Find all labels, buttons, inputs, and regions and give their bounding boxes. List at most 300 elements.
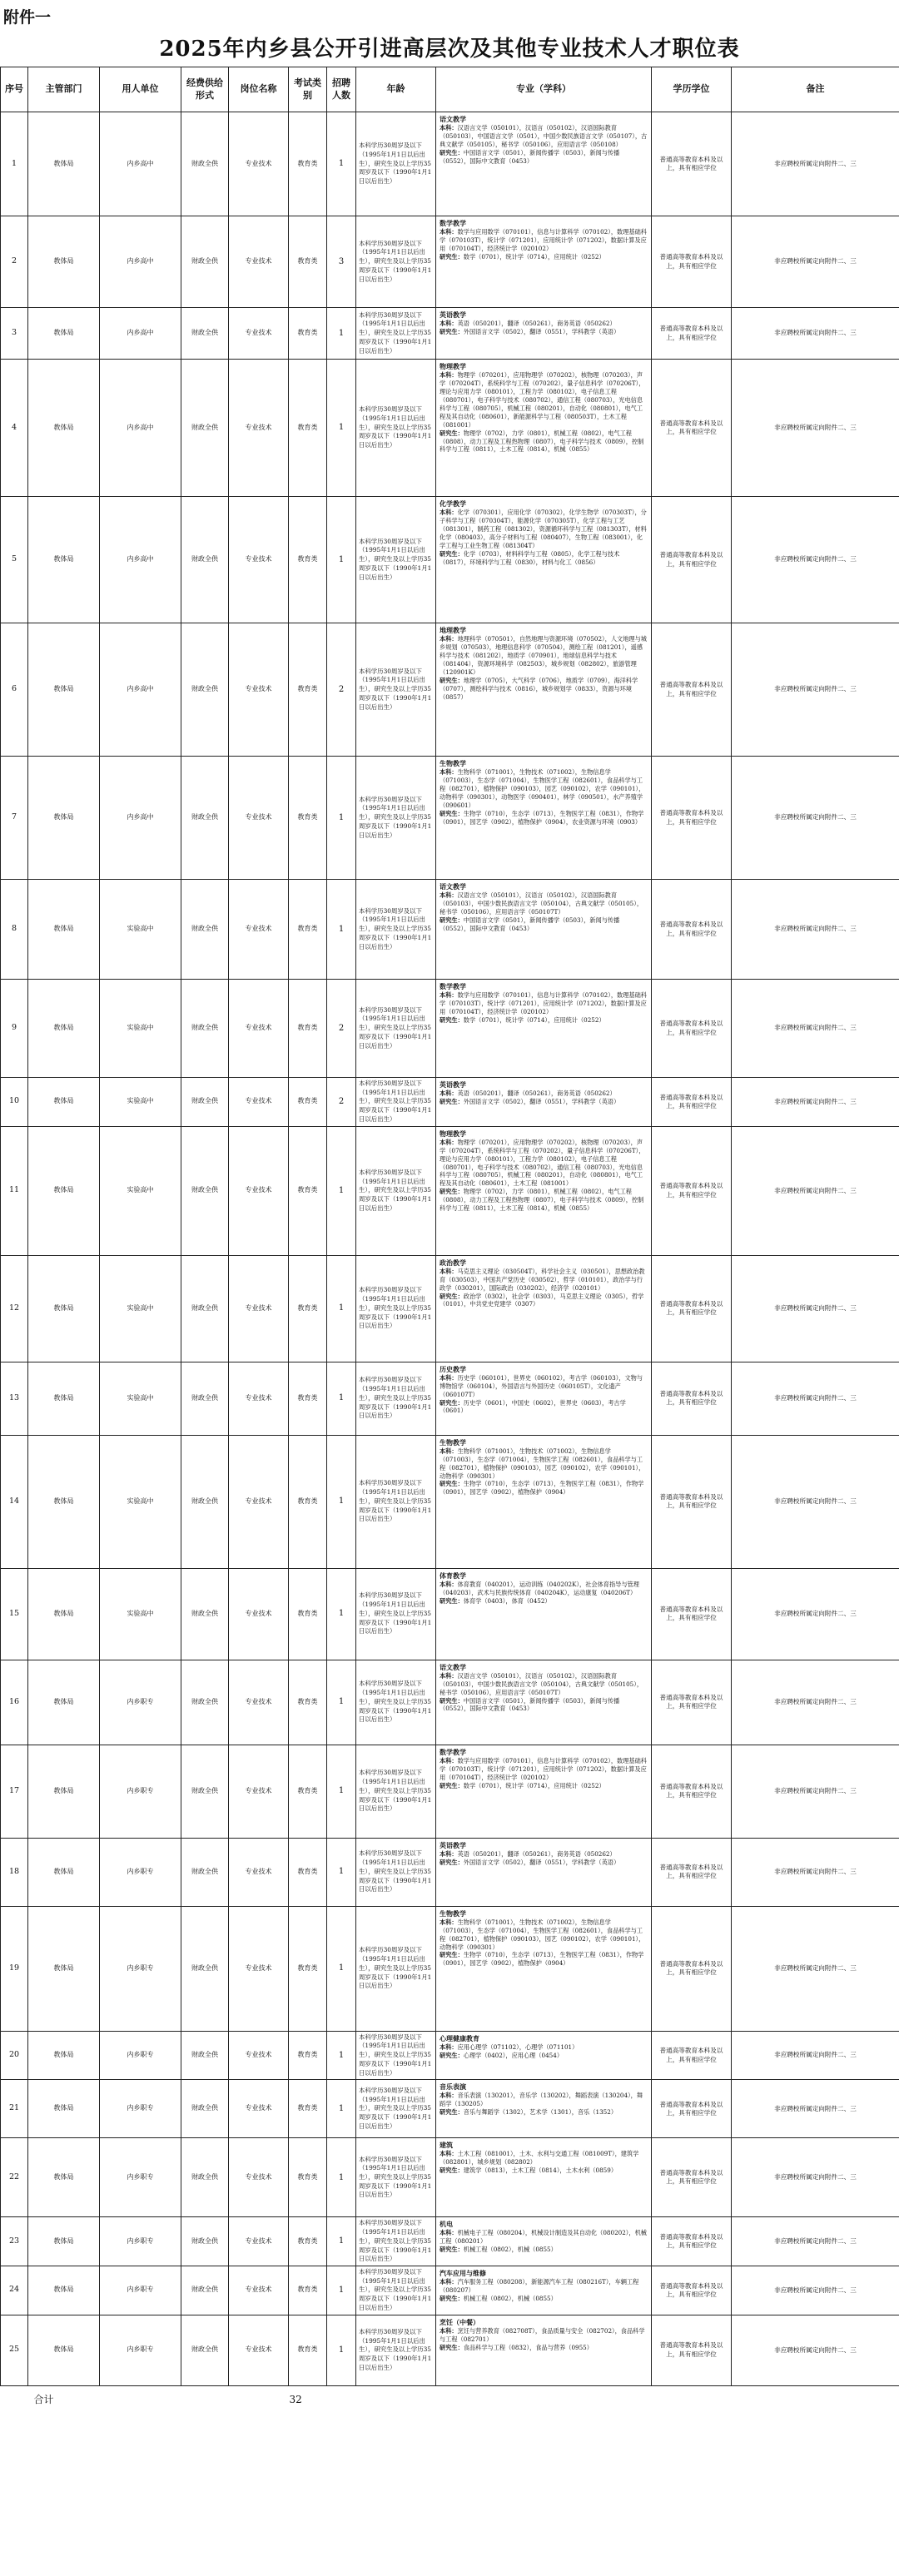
unit-cell: 内乡高中 — [100, 308, 181, 360]
postgrad-majors: 中国语言文学（0501），新闻传播学（0503），新闻与传播（0552），国际中文教育（0453） — [440, 1696, 620, 1713]
education-cell: 普通高等教育本科及以上，具有相应学位 — [652, 1078, 732, 1127]
count-cell: 1 — [327, 880, 356, 980]
row-number: 13 — [1, 1362, 28, 1435]
age-cell: 本科学历30周岁及以下（1995年1月1日以后出生），研究生及以上学历35周岁及以下（1990年1月1日以后出生） — [356, 757, 436, 880]
fund-cell: 财政全供 — [181, 1745, 229, 1838]
major-cell: 英语教学 本科：英语（050201），翻译（050261），商务英语（050262） 研究生：外国语言文学（0502），翻译（0551），学科教学（英语） — [436, 308, 652, 360]
major-heading: 英语教学 — [440, 1080, 466, 1089]
age-cell: 本科学历30周岁及以下（1995年1月1日以后出生），研究生及以上学历35周岁及以下（1990年1月1日以后出生） — [356, 1126, 436, 1255]
count-cell: 1 — [327, 1362, 356, 1435]
major-cell: 机电 本科：机械电子工程（080204），机械设计制造及其自动化（080202），机械工程（080201） 研究生：机械工程（0802），机械（0855） — [436, 2217, 652, 2266]
dept-cell: 教体局 — [28, 1126, 100, 1255]
major-heading: 英语教学 — [440, 310, 466, 319]
age-cell: 本科学历30周岁及以下（1995年1月1日以后出生），研究生及以上学历35周岁及以下（1990年1月1日以后出生） — [356, 623, 436, 757]
exam-cell: 教育类 — [289, 1078, 327, 1127]
unit-cell: 内乡职专 — [100, 1906, 181, 2031]
exam-cell: 教育类 — [289, 2315, 327, 2385]
major-cell: 英语教学 本科：英语（050201），翻译（050261），商务英语（050262） 研究生：外国语言文学（0502），翻译（0551），学科教学（英语） — [436, 1078, 652, 1127]
row-number: 22 — [1, 2138, 28, 2217]
postgrad-majors: 数学（0701），统计学（0714），应用统计（0252） — [463, 1015, 605, 1024]
post-cell: 专业技术 — [229, 2266, 289, 2315]
age-cell: 本科学历30周岁及以下（1995年1月1日以后出生），研究生及以上学历35周岁及以下（1990年1月1日以后出生） — [356, 1255, 436, 1362]
table-row — [1, 2217, 899, 2266]
dept-cell: 教体局 — [28, 757, 100, 880]
table-row — [1, 980, 899, 1078]
postgrad-majors: 中国语言文学（0501），新闻传播学（0503），新闻与传播（0552），国际中文教育（0453） — [440, 916, 620, 932]
undergrad-majors: 英语（050201），翻译（050261），商务英语（050262） — [457, 1089, 616, 1098]
count-cell: 1 — [327, 308, 356, 360]
unit-cell: 内乡高中 — [100, 112, 181, 216]
remark-cell: 非应聘校所属定向附件二、三 — [732, 1838, 899, 1906]
fund-cell: 财政全供 — [181, 216, 229, 308]
column-header: 用人单位 — [100, 67, 181, 112]
major-heading: 语文教学 — [440, 115, 466, 123]
remark-cell: 非应聘校所属定向附件二、三 — [732, 1435, 899, 1568]
undergrad-majors: 地理科学（070501），自然地理与资源环境（070502），人文地理与城乡规划（070503），地理信息科学（070504），测绘工程（081201），遥感科学与技术（081202），地质学（070901），地球信息科学与技术（081404），资源环境科学（082503），城乡规划（082802），旅游管理（120901K） — [440, 635, 647, 676]
table-row — [1, 757, 899, 880]
major-heading: 数学教学 — [440, 219, 466, 227]
postgrad-majors: 生物学（0710），生态学（0713），生物医学工程（0831），作物学（0901），园艺学（0902），植物保护（0904） — [440, 1480, 644, 1496]
exam-cell: 教育类 — [289, 2266, 327, 2315]
postgrad-majors: 数学（0701），统计学（0714），应用统计（0252） — [463, 252, 605, 261]
post-cell: 专业技术 — [229, 623, 289, 757]
major-cell: 汽车应用与维修 本科：汽车服务工程（080208），新能源汽车工程（080216T），车辆工程（080207） 研究生：机械工程（0802），机械（0855） — [436, 2266, 652, 2315]
post-cell: 专业技术 — [229, 880, 289, 980]
postgrad-majors: 外国语言文学（0502），翻译（0551），学科教学（英语） — [463, 1858, 620, 1866]
post-cell: 专业技术 — [229, 2217, 289, 2266]
undergrad-majors: 英语（050201），翻译（050261），商务英语（050262） — [457, 1849, 616, 1858]
remark-cell: 非应聘校所属定向附件二、三 — [732, 1660, 899, 1745]
education-cell: 普通高等教育本科及以上，具有相应学位 — [652, 1660, 732, 1745]
remark-cell: 非应聘校所属定向附件二、三 — [732, 1745, 899, 1838]
remark-cell: 非应聘校所属定向附件二、三 — [732, 112, 899, 216]
major-cell: 数学教学 本科：数学与应用数学（070101），信息与计算科学（070102），数理基础科学（070103T），统计学（071201），应用统计学（071202），数据计算及应用（070104T），经济统计学（020102） 研究生：数学（0701），统计学（0714），应用统计（0252） — [436, 980, 652, 1078]
major-cell: 生物教学 本科：生物科学（071001），生物技术（071002），生物信息学（071003），生态学（071004），生物医学工程（082601），食品科学与工程（082701），植物保护（090103），园艺（090102），农学（090101），动物科学（090301） 研究生：生物学（0710），生态学（0713），生物医学工程（0831），作物学（0901），园艺学（0902），植物保护（0904） — [436, 1906, 652, 2031]
row-number: 18 — [1, 1838, 28, 1906]
postgrad-majors: 中国语言文学（0501），新闻传播学（0503），新闻与传播（0552），国际中文教育（0453） — [440, 148, 620, 165]
age-cell: 本科学历30周岁及以下（1995年1月1日以后出生），研究生及以上学历35周岁及以下（1990年1月1日以后出生） — [356, 360, 436, 497]
age-cell: 本科学历30周岁及以下（1995年1月1日以后出生），研究生及以上学历35周岁及以下（1990年1月1日以后出生） — [356, 880, 436, 980]
row-number: 1 — [1, 112, 28, 216]
major-heading: 机电 — [440, 2220, 453, 2229]
postgrad-majors: 物理学（0702），力学（0801），机械工程（0802），电气工程（0808），动力工程及工程热物理（0807），电子科学与技术（0809），控制科学与工程（0811），土木工程（0814），机械（0855） — [440, 429, 644, 454]
undergrad-majors: 历史学（060101），世界史（060102），考古学（060103），文物与博物馆学（060104），外国语言与外国历史（060105T），文化遗产（060107T） — [440, 1373, 643, 1398]
count-cell: 1 — [327, 2217, 356, 2266]
table-row — [1, 1362, 899, 1435]
unit-cell: 实验高中 — [100, 1568, 181, 1660]
undergrad-majors: 物理学（070201），应用物理学（070202），核物理（070203），声学（070204T），系统科学与工程（070202），量子信息科学（070206T），理论与应用力学（080101），工程力学（080102），电子信息工程（080701），电子科学与技术（080702），通信工程（080703），光电信息科学与工程（080705），机械工程（080201），自动化（080801），电气工程及其自动化（080601），新能源科学与工程（080503T），土木工程（081001） — [440, 371, 645, 429]
education-cell: 普通高等教育本科及以上，具有相应学位 — [652, 2080, 732, 2138]
major-cell: 化学教学 本科：化学（070301），应用化学（070302），化学生物学（070303T），分子科学与工程（070304T），能源化学（070305T），化学工程与工艺（081301），制药工程（081302），资源循环科学与工程（081303T），材料化学（080403），高分子材料与工程（080407），生物工程（083001），化学工程与工业生物工程（081304T） 研究生：化学（0703），材料科学与工程（0805），化学工程与技术（0817），环境科学与工程（0830），材料与化工（0856） — [436, 497, 652, 623]
undergrad-majors: 数学与应用数学（070101），信息与计算科学（070102），数理基础科学（070103T），统计学（071201），应用统计学（071202），数据计算及应用（070104T），经济统计学（020102） — [440, 228, 647, 252]
fund-cell: 财政全供 — [181, 2138, 229, 2217]
age-cell: 本科学历30周岁及以下（1995年1月1日以后出生），研究生及以上学历35周岁及以下（1990年1月1日以后出生） — [356, 497, 436, 623]
education-cell: 普通高等教育本科及以上，具有相应学位 — [652, 1745, 732, 1838]
column-header: 备注 — [732, 67, 899, 112]
dept-cell: 教体局 — [28, 1906, 100, 2031]
table-row — [1, 112, 899, 216]
count-cell: 1 — [327, 1660, 356, 1745]
page-title: 2025年内乡县公开引进高层次及其他专业技术人才职位表 — [159, 37, 740, 62]
post-cell: 专业技术 — [229, 1660, 289, 1745]
age-cell: 本科学历30周岁及以下（1995年1月1日以后出生），研究生及以上学历35周岁及以下（1990年1月1日以后出生） — [356, 1435, 436, 1568]
post-cell: 专业技术 — [229, 112, 289, 216]
table-row — [1, 1660, 899, 1745]
fund-cell: 财政全供 — [181, 880, 229, 980]
unit-cell: 实验高中 — [100, 1255, 181, 1362]
count-cell: 2 — [327, 1078, 356, 1127]
education-cell: 普通高等教育本科及以上，具有相应学位 — [652, 216, 732, 308]
row-number: 2 — [1, 216, 28, 308]
major-heading: 心理健康教育 — [440, 2033, 479, 2042]
count-cell: 1 — [327, 1745, 356, 1838]
exam-cell: 教育类 — [289, 880, 327, 980]
remark-cell: 非应聘校所属定向附件二、三 — [732, 1362, 899, 1435]
count-cell: 1 — [327, 2138, 356, 2217]
post-cell: 专业技术 — [229, 497, 289, 623]
undergrad-majors: 化学（070301），应用化学（070302），化学生物学（070303T），分子科学与工程（070304T），能源化学（070305T），化学工程与工艺（081301），制药工程（081302），资源循环科学与工程（081303T），材料化学（080403），高分子材料与工程（080407），生物工程（083001），化学工程与工业生物工程（081304T） — [440, 509, 647, 549]
dept-cell: 教体局 — [28, 1838, 100, 1906]
count-cell: 1 — [327, 1126, 356, 1255]
table-row — [1, 623, 899, 757]
total-label: 合计 — [33, 2394, 54, 2406]
education-cell: 普通高等教育本科及以上，具有相应学位 — [652, 2266, 732, 2315]
table-row — [1, 497, 899, 623]
post-cell: 专业技术 — [229, 2031, 289, 2080]
row-number: 6 — [1, 623, 28, 757]
post-cell: 专业技术 — [229, 1126, 289, 1255]
dept-cell: 教体局 — [28, 216, 100, 308]
dept-cell: 教体局 — [28, 2217, 100, 2266]
count-cell: 1 — [327, 1568, 356, 1660]
remark-cell: 非应聘校所属定向附件二、三 — [732, 2080, 899, 2138]
major-heading: 物理教学 — [440, 1129, 466, 1138]
dept-cell: 教体局 — [28, 980, 100, 1078]
post-cell: 专业技术 — [229, 360, 289, 497]
age-cell: 本科学历30周岁及以下（1995年1月1日以后出生），研究生及以上学历35周岁及以下（1990年1月1日以后出生） — [356, 1660, 436, 1745]
postgrad-majors: 机械工程（0802），机械（0855） — [463, 2246, 557, 2254]
education-cell: 普通高等教育本科及以上，具有相应学位 — [652, 1362, 732, 1435]
undergrad-majors: 汉语言文学（050101），汉语言（050102），汉语国际教育（050103），中国少数民族语言文学（050104），古典文献学（050105），秘书学（050106），应用语言学（050107T） — [440, 1671, 643, 1696]
post-cell: 专业技术 — [229, 308, 289, 360]
row-number: 14 — [1, 1435, 28, 1568]
major-cell: 物理教学 本科：物理学（070201），应用物理学（070202），核物理（070203），声学（070204T），系统科学与工程（070202），量子信息科学（070206T），理论与应用力学（080101），工程力学（080102），电子信息工程（080701），电子科学与技术（080702），通信工程（080703），光电信息科学与工程（080705），机械工程（080201），自动化（080801），电气工程及其自动化（080601），新能源科学与工程（080503T），土木工程（081001） 研究生：物理学（0702），力学（0801），机械工程（0802），电气工程（0808），动力工程及工程热物理（0807），电子科学与技术（0809），控制科学与工程（0811），土木工程（0814），机械（0855） — [436, 360, 652, 497]
major-cell: 数学教学 本科：数学与应用数学（070101），信息与计算科学（070102），数理基础科学（070103T），统计学（071201），应用统计学（071202），数据计算及应用（070104T），经济统计学（020102） 研究生：数学（0701），统计学（0714），应用统计（0252） — [436, 1745, 652, 1838]
count-cell: 1 — [327, 2315, 356, 2385]
exam-cell: 教育类 — [289, 360, 327, 497]
table-row — [1, 2031, 899, 2080]
unit-cell: 内乡职专 — [100, 1660, 181, 1745]
remark-cell: 非应聘校所属定向附件二、三 — [732, 623, 899, 757]
undergrad-majors: 土木工程（081001），土木、水利与交通工程（081009T），建筑学（082801），城乡规划（082802） — [440, 2150, 639, 2167]
major-heading: 物理教学 — [440, 362, 466, 370]
fund-cell: 财政全供 — [181, 2266, 229, 2315]
post-cell: 专业技术 — [229, 1906, 289, 2031]
table-row — [1, 1078, 899, 1127]
age-cell: 本科学历30周岁及以下（1995年1月1日以后出生），研究生及以上学历35周岁及以下（1990年1月1日以后出生） — [356, 1362, 436, 1435]
remark-cell: 非应聘校所属定向附件二、三 — [732, 1255, 899, 1362]
row-number: 23 — [1, 2217, 28, 2266]
table-row — [1, 1745, 899, 1838]
postgrad-majors: 外国语言文学（0502），翻译（0551），学科教学（英语） — [463, 1097, 620, 1105]
row-number: 4 — [1, 360, 28, 497]
undergrad-majors: 物理学（070201），应用物理学（070202），核物理（070203），声学（070204T），系统科学与工程（070202），量子信息科学（070206T），理论与应用力学（080101），工程力学（080102），电子信息工程（080701），电子科学与技术（080702），通信工程（080703），光电信息科学与工程（080705），机械工程（080201），自动化（080801），电气工程及其自动化（080601），土木工程（081001） — [440, 1138, 645, 1188]
undergrad-majors: 烹饪与营养教育（082708T），食品质量与安全（082702），食品科学与工程（082701） — [440, 2326, 645, 2343]
postgrad-majors: 体育学（0403），体育（0452） — [463, 1596, 551, 1605]
row-number: 15 — [1, 1568, 28, 1660]
dept-cell: 教体局 — [28, 2138, 100, 2217]
undergrad-majors: 生物科学（071001），生物技术（071002），生物信息学（071003），生态学（071004），生物医学工程（082601），食品科学与工程（082701），植物保护（090103），园艺（090102），农学（090101），动物科学（090301），动物医学（090401），林学（090501），水产养殖学（090601） — [440, 768, 645, 809]
major-cell: 英语教学 本科：英语（050201），翻译（050261），商务英语（050262） 研究生：外国语言文学（0502），翻译（0551），学科教学（英语） — [436, 1838, 652, 1906]
exam-cell: 教育类 — [289, 1838, 327, 1906]
row-number: 11 — [1, 1126, 28, 1255]
row-number: 24 — [1, 2266, 28, 2315]
post-cell: 专业技术 — [229, 1078, 289, 1127]
column-header: 年龄 — [356, 67, 436, 112]
dept-cell: 教体局 — [28, 360, 100, 497]
major-heading: 政治教学 — [440, 1258, 466, 1267]
postgrad-majors: 生物学（0710），生态学（0713），生物医学工程（0831），作物学（0901），园艺学（0902），植物保护（0904） — [440, 1951, 644, 1968]
age-cell: 本科学历30周岁及以下（1995年1月1日以后出生），研究生及以上学历35周岁及以下（1990年1月1日以后出生） — [356, 980, 436, 1078]
column-header: 主管部门 — [28, 67, 100, 112]
education-cell: 普通高等教育本科及以上，具有相应学位 — [652, 1435, 732, 1568]
education-cell: 普通高等教育本科及以上，具有相应学位 — [652, 1906, 732, 2031]
dept-cell: 教体局 — [28, 1435, 100, 1568]
major-heading: 地理教学 — [440, 626, 466, 634]
major-cell: 烹饪（中餐） 本科：烹饪与营养教育（082708T），食品质量与安全（082702），食品科学与工程（082701） 研究生：食品科学与工程（0832），食品与营养（0955） — [436, 2315, 652, 2385]
fund-cell: 财政全供 — [181, 1078, 229, 1127]
row-number: 19 — [1, 1906, 28, 2031]
education-cell: 普通高等教育本科及以上，具有相应学位 — [652, 2315, 732, 2385]
fund-cell: 财政全供 — [181, 1435, 229, 1568]
count-cell: 1 — [327, 757, 356, 880]
exam-cell: 教育类 — [289, 1435, 327, 1568]
postgrad-majors: 政治学（0302），社会学（0303），马克思主义理论（0305），哲学（0101），中共党史党建学（0307） — [440, 1292, 644, 1308]
age-cell: 本科学历30周岁及以下（1995年1月1日以后出生），研究生及以上学历35周岁及以下（1990年1月1日以后出生） — [356, 1568, 436, 1660]
table-row — [1, 1906, 899, 2031]
education-cell: 普通高等教育本科及以上，具有相应学位 — [652, 1255, 732, 1362]
unit-cell: 实验高中 — [100, 880, 181, 980]
remark-cell: 非应聘校所属定向附件二、三 — [732, 497, 899, 623]
age-cell: 本科学历30周岁及以下（1995年1月1日以后出生），研究生及以上学历35周岁及以下（1990年1月1日以后出生） — [356, 2138, 436, 2217]
age-cell: 本科学历30周岁及以下（1995年1月1日以后出生），研究生及以上学历35周岁及以下（1990年1月1日以后出生） — [356, 2315, 436, 2385]
dept-cell: 教体局 — [28, 112, 100, 216]
row-number: 5 — [1, 497, 28, 623]
dept-cell: 教体局 — [28, 1362, 100, 1435]
unit-cell: 内乡职专 — [100, 2217, 181, 2266]
unit-cell: 实验高中 — [100, 1435, 181, 1568]
count-cell: 1 — [327, 2031, 356, 2080]
age-cell: 本科学历30周岁及以下（1995年1月1日以后出生），研究生及以上学历35周岁及以下（1990年1月1日以后出生） — [356, 1745, 436, 1838]
dept-cell: 教体局 — [28, 1568, 100, 1660]
fund-cell: 财政全供 — [181, 497, 229, 623]
count-cell: 1 — [327, 497, 356, 623]
education-cell: 普通高等教育本科及以上，具有相应学位 — [652, 2138, 732, 2217]
age-cell: 本科学历30周岁及以下（1995年1月1日以后出生），研究生及以上学历35周岁及以下（1990年1月1日以后出生） — [356, 1078, 436, 1127]
remark-cell: 非应聘校所属定向附件二、三 — [732, 360, 899, 497]
count-cell: 2 — [327, 980, 356, 1078]
table-row — [1, 360, 899, 497]
remark-cell: 非应聘校所属定向附件二、三 — [732, 2031, 899, 2080]
row-number: 3 — [1, 308, 28, 360]
fund-cell: 财政全供 — [181, 1838, 229, 1906]
postgrad-majors: 心理学（0402），应用心理（0454） — [463, 2051, 564, 2059]
unit-cell: 内乡职专 — [100, 2080, 181, 2138]
unit-cell: 内乡职专 — [100, 2315, 181, 2385]
remark-cell: 非应聘校所属定向附件二、三 — [732, 980, 899, 1078]
postgrad-majors: 物理学（0702），力学（0801），机械工程（0802），电气工程（0808），动力工程及工程热物理（0807），电子科学与技术（0809），控制科学与工程（0811），土木工程（0814），机械（0855） — [440, 1188, 644, 1213]
exam-cell: 教育类 — [289, 2080, 327, 2138]
exam-cell: 教育类 — [289, 1745, 327, 1838]
undergrad-majors: 机械电子工程（080204），机械设计制造及其自动化（080202），机械工程（080201） — [440, 2229, 647, 2246]
fund-cell: 财政全供 — [181, 757, 229, 880]
dept-cell: 教体局 — [28, 1660, 100, 1745]
undergrad-majors: 应用心理学（071102），心理学（071101） — [457, 2042, 579, 2051]
remark-cell: 非应聘校所属定向附件二、三 — [732, 757, 899, 880]
exam-cell: 教育类 — [289, 757, 327, 880]
postgrad-majors: 化学（0703），材料科学与工程（0805），化学工程与技术（0817），环境科学与工程（0830），材料与化工（0856） — [440, 549, 620, 566]
column-header: 岗位名称 — [229, 67, 289, 112]
table-row — [1, 2315, 899, 2385]
postgrad-majors: 地理学（0705），大气科学（0706），地质学（0709），海洋科学（0707），测绘科学与技术（0816），城乡规划学（0833），资源与环境（0857） — [440, 676, 638, 701]
fund-cell: 财政全供 — [181, 2315, 229, 2385]
unit-cell: 内乡高中 — [100, 216, 181, 308]
major-cell: 地理教学 本科：地理科学（070501），自然地理与资源环境（070502），人文地理与城乡规划（070503），地理信息科学（070504），测绘工程（081201），遥感科学与技术（081202），地质学（070901），地球信息科学与技术（081404），资源环境科学（082503），城乡规划（082802），旅游管理（120901K） 研究生：地理学（0705），大气科学（0706），地质学（0709），海洋科学（0707），测绘科学与技术（0816），城乡规划学（0833），资源与环境（0857） — [436, 623, 652, 757]
column-header: 序号 — [1, 67, 28, 112]
fund-cell: 财政全供 — [181, 112, 229, 216]
major-heading: 生物教学 — [440, 759, 466, 767]
row-number: 25 — [1, 2315, 28, 2385]
major-cell: 语文教学 本科：汉语言文学（050101），汉语言（050102），汉语国际教育（050103），中国少数民族语言文学（050104），古典文献学（050105），秘书学（050106），应用语言学（050107T） 研究生：中国语言文学（0501），新闻传播学（0503），新闻与传播（0552），国际中文教育（0453） — [436, 880, 652, 980]
dept-cell: 教体局 — [28, 2080, 100, 2138]
postgrad-majors: 外国语言文学（0502），翻译（0551），学科教学（英语） — [463, 327, 620, 335]
education-cell: 普通高等教育本科及以上，具有相应学位 — [652, 980, 732, 1078]
education-cell: 普通高等教育本科及以上，具有相应学位 — [652, 1568, 732, 1660]
age-cell: 本科学历30周岁及以下（1995年1月1日以后出生），研究生及以上学历35周岁及以下（1990年1月1日以后出生） — [356, 2217, 436, 2266]
fund-cell: 财政全供 — [181, 1362, 229, 1435]
exam-cell: 教育类 — [289, 1126, 327, 1255]
postgrad-majors: 音乐与舞蹈学（1302），艺术学（1301），音乐（1352） — [463, 2108, 618, 2117]
remark-cell: 非应聘校所属定向附件二、三 — [732, 216, 899, 308]
undergrad-majors: 汉语言文学（050101），汉语言（050102），汉语国际教育（050103），中国语言文学（0501），中国少数民族语言文学（050107），古典文献学（050105），秘书学（050106），应用语言学（050108） — [440, 124, 648, 148]
dept-cell: 教体局 — [28, 623, 100, 757]
post-cell: 专业技术 — [229, 1745, 289, 1838]
remark-cell: 非应聘校所属定向附件二、三 — [732, 1906, 899, 2031]
table-row — [1, 1255, 899, 1362]
row-number: 9 — [1, 980, 28, 1078]
table-row — [1, 1435, 899, 1568]
count-cell: 1 — [327, 2266, 356, 2315]
remark-cell: 非应聘校所属定向附件二、三 — [732, 1568, 899, 1660]
total-value: 32 — [289, 2394, 302, 2406]
post-cell: 专业技术 — [229, 757, 289, 880]
fund-cell: 财政全供 — [181, 1568, 229, 1660]
count-cell: 1 — [327, 112, 356, 216]
remark-cell: 非应聘校所属定向附件二、三 — [732, 308, 899, 360]
table-row — [1, 2138, 899, 2217]
postgrad-majors: 生物学（0710），生态学（0713），生物医学工程（0831），作物学（0901），园艺学（0902），植物保护（0904），农业资源与环境（0903） — [440, 809, 644, 826]
exam-cell: 教育类 — [289, 1568, 327, 1660]
fund-cell: 财政全供 — [181, 1126, 229, 1255]
education-cell: 普通高等教育本科及以上，具有相应学位 — [652, 308, 732, 360]
unit-cell: 内乡高中 — [100, 360, 181, 497]
education-cell: 普通高等教育本科及以上，具有相应学位 — [652, 1126, 732, 1255]
postgrad-majors: 建筑学（0813），土木工程（0814），土木水利（0859） — [463, 2167, 618, 2175]
undergrad-majors: 英语（050201），翻译（050261），商务英语（050262） — [457, 320, 616, 328]
post-cell: 专业技术 — [229, 1435, 289, 1568]
major-cell: 语文教学 本科：汉语言文学（050101），汉语言（050102），汉语国际教育（050103），中国语言文学（0501），中国少数民族语言文学（050107），古典文献学（050105），秘书学（050106），应用语言学（050108） 研究生：中国语言文学（0501），新闻传播学（0503），新闻与传播（0552），国际中文教育（0453） — [436, 112, 652, 216]
count-cell: 1 — [327, 1838, 356, 1906]
count-cell: 1 — [327, 1906, 356, 2031]
unit-cell: 内乡职专 — [100, 2266, 181, 2315]
table-row — [1, 1568, 899, 1660]
unit-cell: 实验高中 — [100, 1362, 181, 1435]
dept-cell: 教体局 — [28, 308, 100, 360]
education-cell: 普通高等教育本科及以上，具有相应学位 — [652, 1838, 732, 1906]
age-cell: 本科学历30周岁及以下（1995年1月1日以后出生），研究生及以上学历35周岁及以下（1990年1月1日以后出生） — [356, 308, 436, 360]
major-cell: 政治教学 本科：马克思主义理论（030504T），科学社会主义（030501），思想政治教育（030503），中国共产党历史（030502），哲学（010101），政治学与行政学（030201），国际政治（030202），经济学（020101） 研究生：政治学（0302），社会学（0303），马克思主义理论（0305），哲学（0101），中共党史党建学（0307） — [436, 1255, 652, 1362]
education-cell: 普通高等教育本科及以上，具有相应学位 — [652, 360, 732, 497]
unit-cell: 内乡职专 — [100, 2138, 181, 2217]
remark-cell: 非应聘校所属定向附件二、三 — [732, 2217, 899, 2266]
exam-cell: 教育类 — [289, 497, 327, 623]
count-cell: 1 — [327, 1255, 356, 1362]
undergrad-majors: 数学与应用数学（070101），信息与计算科学（070102），数理基础科学（070103T），统计学（071201），应用统计学（071202），数据计算及应用（070104T），经济统计学（020102） — [440, 991, 647, 1015]
major-heading: 建筑 — [440, 2141, 453, 2150]
exam-cell: 教育类 — [289, 112, 327, 216]
count-cell: 1 — [327, 360, 356, 497]
post-cell: 专业技术 — [229, 1838, 289, 1906]
fund-cell: 财政全供 — [181, 623, 229, 757]
major-cell: 数学教学 本科：数学与应用数学（070101），信息与计算科学（070102），数理基础科学（070103T），统计学（071201），应用统计学（071202），数据计算及应用（070104T），经济统计学（020102） 研究生：数学（0701），统计学（0714），应用统计（0252） — [436, 216, 652, 308]
row-number: 17 — [1, 1745, 28, 1838]
table-row — [1, 1126, 899, 1255]
major-heading: 数学教学 — [440, 982, 466, 990]
undergrad-majors: 生物科学（071001），生物技术（071002），生物信息学（071003），生态学（071004），生物医学工程（082601），食品科学与工程（082701），植物保护（090103），园艺（090102），农学（090101），动物科学（090301） — [440, 1447, 645, 1480]
education-cell: 普通高等教育本科及以上，具有相应学位 — [652, 2217, 732, 2266]
major-cell: 语文教学 本科：汉语言文学（050101），汉语言（050102），汉语国际教育（050103），中国少数民族语言文学（050104），古典文献学（050105），秘书学（050106），应用语言学（050107T） 研究生：中国语言文学（0501），新闻传播学（0503），新闻与传播（0552），国际中文教育（0453） — [436, 1660, 652, 1745]
dept-cell: 教体局 — [28, 497, 100, 623]
remark-cell: 非应聘校所属定向附件二、三 — [732, 1078, 899, 1127]
remark-cell: 非应聘校所属定向附件二、三 — [732, 1126, 899, 1255]
header-row — [1, 67, 899, 112]
education-cell: 普通高等教育本科及以上，具有相应学位 — [652, 757, 732, 880]
unit-cell: 内乡职专 — [100, 2031, 181, 2080]
unit-cell: 内乡职专 — [100, 1838, 181, 1906]
major-cell: 物理教学 本科：物理学（070201），应用物理学（070202），核物理（070203），声学（070204T），系统科学与工程（070202），量子信息科学（070206T），理论与应用力学（080101），工程力学（080102），电子信息工程（080701），电子科学与技术（080702），通信工程（080703），光电信息科学与工程（080705），机械工程（080201），自动化（080801），电气工程及其自动化（080601），土木工程（081001） 研究生：物理学（0702），力学（0801），机械工程（0802），电气工程（0808），动力工程及工程热物理（0807），电子科学与技术（0809），控制科学与工程（0811），土木工程（0814），机械（0855） — [436, 1126, 652, 1255]
unit-cell: 实验高中 — [100, 1078, 181, 1127]
post-cell: 专业技术 — [229, 2315, 289, 2385]
dept-cell: 教体局 — [28, 2031, 100, 2080]
education-cell: 普通高等教育本科及以上，具有相应学位 — [652, 623, 732, 757]
age-cell: 本科学历30周岁及以下（1995年1月1日以后出生），研究生及以上学历35周岁及以下（1990年1月1日以后出生） — [356, 2031, 436, 2080]
row-number: 12 — [1, 1255, 28, 1362]
education-cell: 普通高等教育本科及以上，具有相应学位 — [652, 112, 732, 216]
exam-cell: 教育类 — [289, 216, 327, 308]
exam-cell: 教育类 — [289, 1906, 327, 2031]
education-cell: 普通高等教育本科及以上，具有相应学位 — [652, 880, 732, 980]
undergrad-majors: 音乐表演（130201），音乐学（130202），舞蹈表演（130204），舞蹈学（130205） — [440, 2092, 643, 2108]
count-cell: 1 — [327, 2080, 356, 2138]
exam-cell: 教育类 — [289, 308, 327, 360]
remark-cell: 非应聘校所属定向附件二、三 — [732, 2138, 899, 2217]
count-cell: 2 — [327, 623, 356, 757]
postgrad-majors: 数学（0701），统计学（0714），应用统计（0252） — [463, 1781, 605, 1789]
major-heading: 化学教学 — [440, 499, 466, 508]
column-header: 招聘人数 — [327, 67, 356, 112]
exam-cell: 教育类 — [289, 2138, 327, 2217]
post-cell: 专业技术 — [229, 1362, 289, 1435]
